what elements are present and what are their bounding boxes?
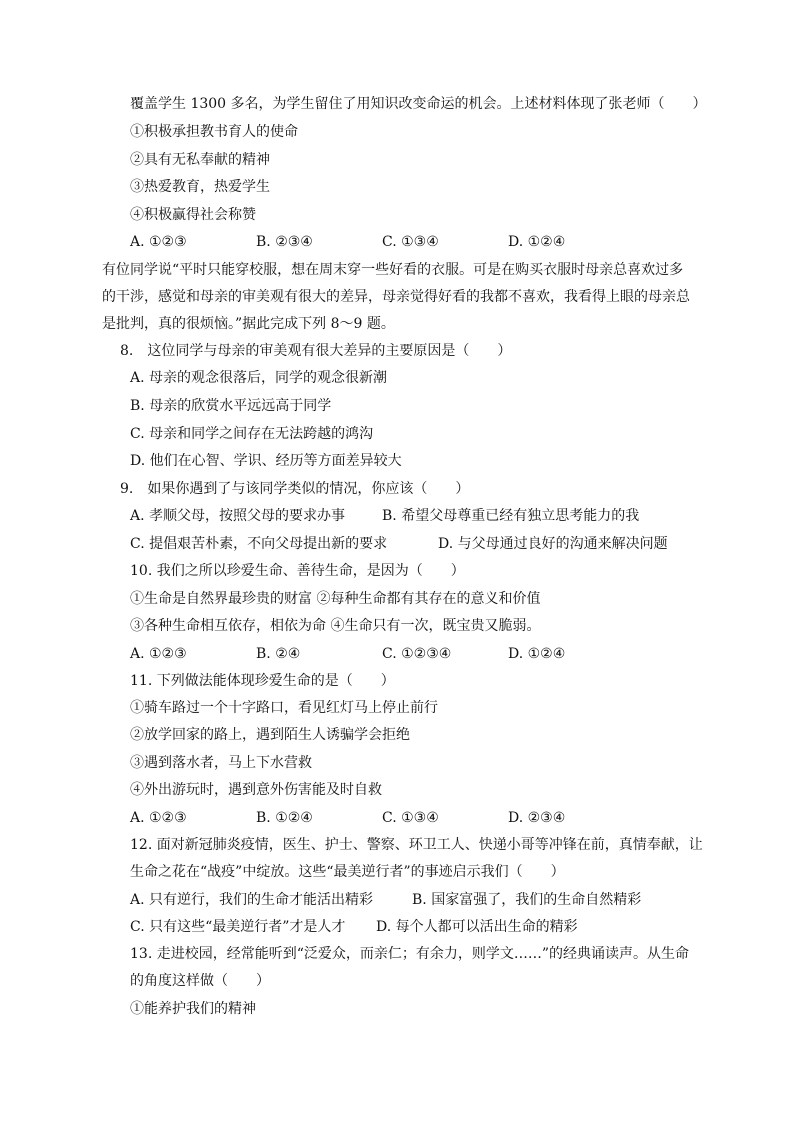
q10-items-1: ①生命是自然界最珍贵的财富 ②每种生命都有其存在的意义和价值 xyxy=(130,591,541,607)
q10-option-b: B. ②④ xyxy=(256,646,301,662)
q11-item-1: ①骑车路过一个十字路口，看见红灯马上停止前行 xyxy=(130,700,438,716)
q9-stem: 9. 如果你遇到了与该同学类似的情况，你应该（ ） xyxy=(120,481,470,497)
q7-continuation: 覆盖学生 1300 多名，为学生留住了用知识改变命运的机会。上述材料体现了张老师（ ） xyxy=(130,96,707,112)
q7-option-c: C. ①③④ xyxy=(382,234,439,250)
q7-option-a: A. ①②③ xyxy=(130,234,187,250)
q12-option-a: A. 只有逆行，我们的生命才能活出精彩 xyxy=(130,892,374,908)
q12-option-d: D. 每个人都可以活出生命的精彩 xyxy=(376,919,578,935)
q10-option-c: C. ①②③④ xyxy=(382,646,452,662)
q10-option-d: D. ①②④ xyxy=(508,646,566,662)
q13-item-1: ①能养护我们的精神 xyxy=(130,1001,256,1017)
q8-option-d: D. 他们在心智、学识、经历等方面差异较大 xyxy=(130,453,402,469)
q11-item-3: ③遇到落水者，马上下水营救 xyxy=(130,755,312,771)
q10-items-2: ③各种生命相互依存，相依为命 ④生命只有一次，既宝贵又脆弱。 xyxy=(130,618,541,634)
q9-option-d: D. 与父母通过良好的沟通来解决问题 xyxy=(438,536,668,552)
q12-option-b: B. 国家富强了，我们的生命自然精彩 xyxy=(412,892,642,908)
q7-item-3: ③热爱教育，热爱学生 xyxy=(130,179,270,195)
q10-option-a: A. ①②③ xyxy=(130,646,187,662)
q8-option-a: A. 母亲的观念很落后，同学的观念很新潮 xyxy=(130,370,388,386)
q11-option-a: A. ①②③ xyxy=(130,810,187,826)
q12-stem-line-1: 12. 面对新冠肺炎疫情，医生、护士、警察、环卫工人、快递小哥等冲锋在前，真情奉献，让 xyxy=(130,837,703,853)
passage-line-3: 是批判，真的很烦恼。”据此完成下列 8～9 题。 xyxy=(102,316,395,332)
q8-option-c: C. 母亲和同学之间存在无法跨越的鸿沟 xyxy=(130,426,374,442)
q13-stem-line-2: 的角度这样做（ ） xyxy=(130,973,270,989)
q7-option-b: B. ②③④ xyxy=(256,234,313,250)
q9-option-c: C. 提倡艰苦朴素，不向父母提出新的要求 xyxy=(130,536,388,552)
q9-option-b: B. 希望父母尊重已经有独立思考能力的我 xyxy=(382,508,640,524)
q8-option-b: B. 母亲的欣赏水平远远高于同学 xyxy=(130,398,332,414)
q13-stem-line-1: 13. 走进校园，经常能听到“泛爱众，而亲仁；有余力，则学文……”的经典诵读声。从生命 xyxy=(130,946,690,962)
q10-stem: 10. 我们之所以珍爱生命、善待生命，是因为（ ） xyxy=(130,563,465,579)
q11-item-4: ④外出游玩时，遇到意外伤害能及时自救 xyxy=(130,782,382,798)
q7-item-4: ④积极赢得社会称赞 xyxy=(130,207,256,223)
q9-option-a: A. 孝顺父母，按照父母的要求办事 xyxy=(130,508,346,524)
q11-stem: 11. 下列做法能体现珍爱生命的是（ ） xyxy=(130,673,395,689)
q12-option-c: C. 只有这些“最美逆行者”才是人才 xyxy=(130,919,346,935)
passage-line-2: 的干涉，感觉和母亲的审美观有很大的差异，母亲觉得好看的我都不喜欢，我看得上眼的母亲总 xyxy=(102,289,690,305)
q11-item-2: ②放学回家的路上，遇到陌生人诱骗学会拒绝 xyxy=(130,727,410,743)
q11-option-c: C. ①③④ xyxy=(382,810,439,826)
q12-stem-line-2: 生命之花在“战疫”中绽放。这些“最美逆行者”的事迹启示我们（ ） xyxy=(130,864,565,880)
q11-option-b: B. ①②④ xyxy=(256,810,313,826)
q8-stem: 8. 这位同学与母亲的审美观有很大差异的主要原因是（ ） xyxy=(120,343,512,359)
q7-option-d: D. ①②④ xyxy=(508,234,566,250)
q11-option-d: D. ②③④ xyxy=(508,810,566,826)
q7-item-2: ②具有无私奉献的精神 xyxy=(130,152,270,168)
passage-line-1: 有位同学说“平时只能穿校服，想在周末穿一些好看的衣服。可是在购买衣服时母亲总喜欢过多 xyxy=(102,262,684,278)
q7-item-1: ①积极承担教书育人的使命 xyxy=(130,124,298,140)
